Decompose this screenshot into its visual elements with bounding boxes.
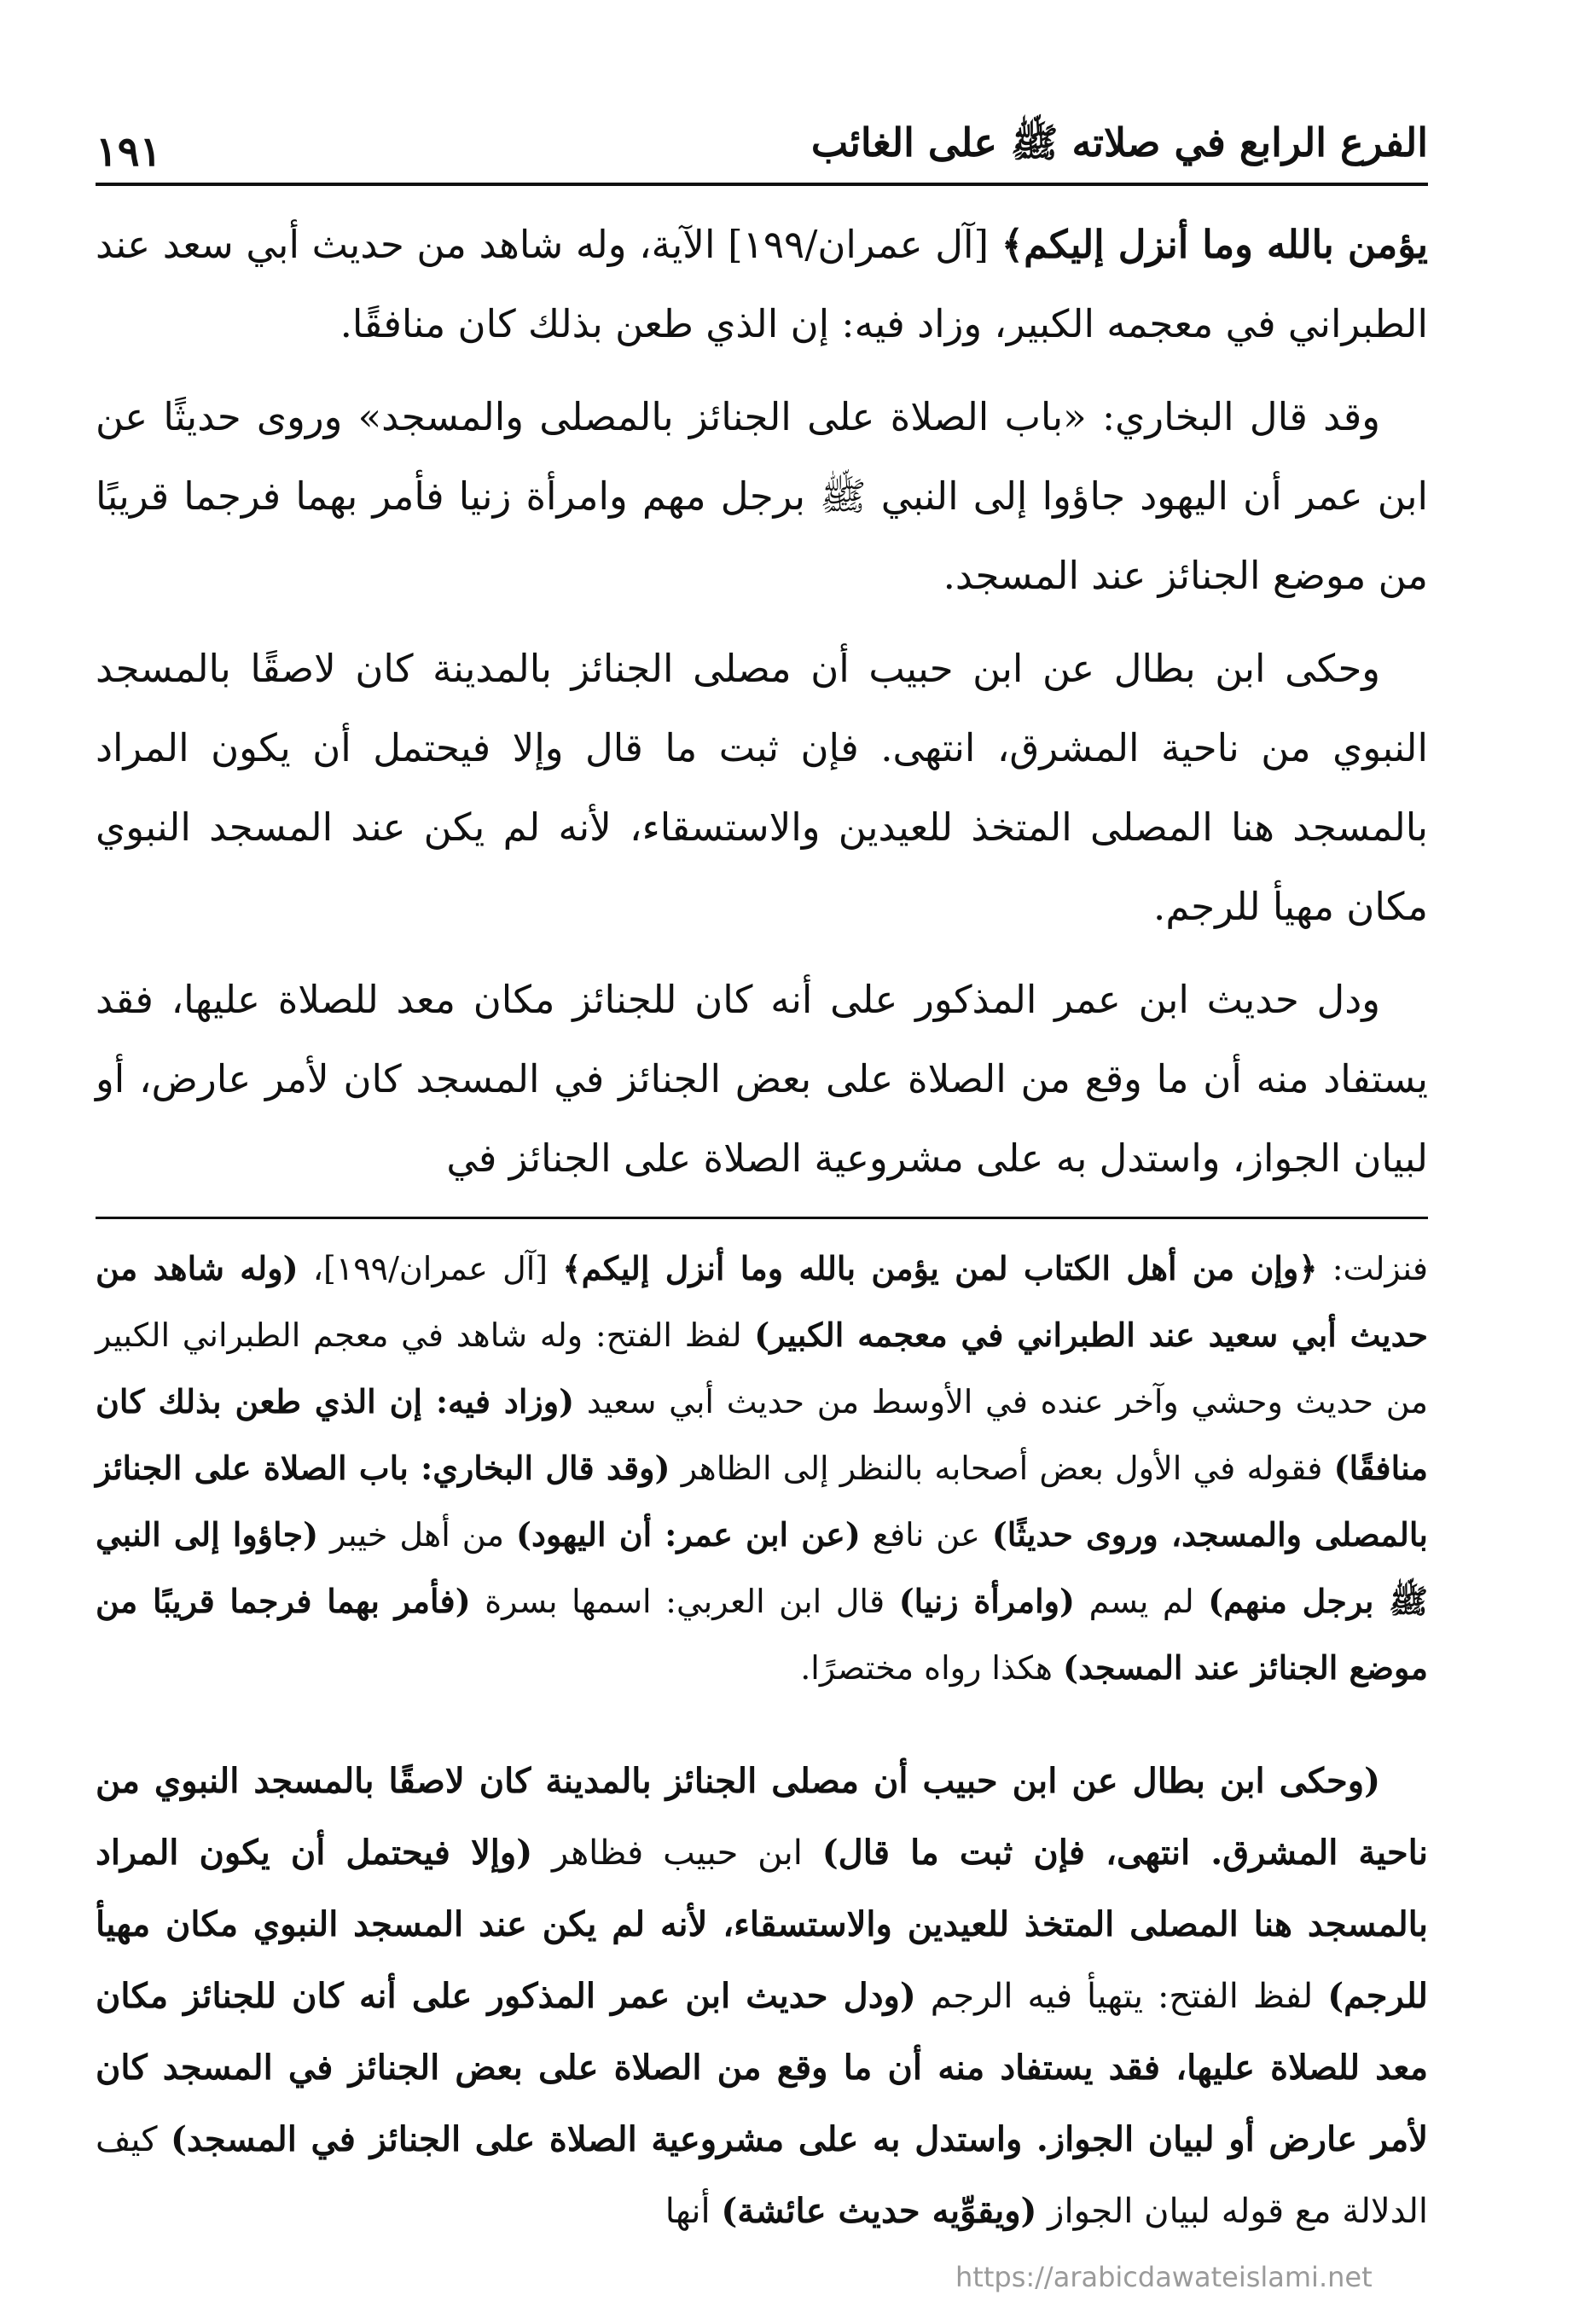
commentary-quote: (ويقوِّيه حديث عائشة) bbox=[721, 2191, 1037, 2231]
main-paragraph-4: ودل حديث ابن عمر المذكور على أنه كان للجنائز مكان معد للصلاة عليها، فقد يستفاد منه أن ما وقع من الصلاة على بعض الجنائز في المسجد كان لأمر عارض، أو لبيان الجواز، واستدل به على مشروعية الصلاة على الجنائز في bbox=[96, 977, 1428, 1181]
chapter-title: الفرع الرابع في صلاته ﷺ على الغائب bbox=[810, 119, 1428, 166]
footnote-text: قال ابن العربي: اسمها بسرة bbox=[470, 1583, 899, 1620]
footnote-quote: (وامرأة زنيا) bbox=[898, 1582, 1076, 1620]
footnote-text: فنزلت: bbox=[1317, 1250, 1429, 1287]
footnote-section bbox=[96, 1235, 1428, 1713]
footnote-text: فقوله في الأول بعض أصحابه بالنظر إلى الظاهر bbox=[670, 1450, 1334, 1487]
commentary-text: كيف الدلالة مع قوله لبيان الجواز bbox=[96, 2120, 1428, 2231]
commentary-text: أنها bbox=[665, 2192, 722, 2231]
footnote-quote: (جاؤوا إلى النبي ﷺ برجل منهم) bbox=[96, 1515, 1429, 1620]
watermark-url: https://arabicdawateislami.net bbox=[955, 2261, 1373, 2293]
main-paragraph-1-text: [آل عمران/١٩٩] الآية، وله شاهد من حديث أبي سعد عند الطبراني في معجمه الكبير، وزاد فيه: إن الذي طعن بذلك كان منافقًا. bbox=[96, 222, 1428, 346]
commentary-text: ابن حبيب فظاهر bbox=[532, 1833, 822, 1873]
main-paragraph-2: وقد قال البخاري: «باب الصلاة على الجنائز بالمصلى والمسجد» وروى حديثًا عن ابن عمر أن اليهود جاؤوا إلى النبي ﷺ برجل مهم وامرأة زنيا فأمر بهما فرجما قريبًا من موضع الجنائز عند المسجد. bbox=[96, 394, 1428, 598]
footnote-text: لفظ الفتح: وله شاهد في معجم الطبراني الكبير من حديث وحشي وآخر عنده في الأوسط من حديث أبي سعيد bbox=[96, 1316, 1428, 1421]
footnote-text: لم يسم bbox=[1075, 1583, 1209, 1620]
commentary-text: لفظ الفتح: يتهيأ فيه الرجم bbox=[915, 1977, 1328, 2016]
commentary-quote: (وإلا فيحتمل أن يكون المراد بالمسجد هنا المصلى المتخذ للعيدين والاستسقاء، لأنه لم يكن عند المسجد النبوي مكان مهيأ للرجم) bbox=[96, 1833, 1428, 2016]
footnote-quote: ﴿وإن من أهل الكتاب لمن يؤمن بالله وما أنزل إليكم﴾ bbox=[562, 1249, 1318, 1287]
footnote-text: [آل عمران/١٩٩]، bbox=[298, 1250, 563, 1287]
footnote-quote: (وزاد فيه: إن الذي طعن بذلك كان منافقًا) bbox=[96, 1382, 1429, 1487]
main-text bbox=[96, 205, 1428, 1211]
commentary-quote: (ودل حديث ابن عمر المذكور على أنه كان للجنائز مكان معد للصلاة عليها، فقد يستفاد منه أن ما وقع من الصلاة على بعض الجنائز في المسجد كان لأمر عارض أو لبيان الجواز. واستدل به على مشروعية الصلاة على الجنائز في المسجد) bbox=[96, 1976, 1429, 2159]
footnote-text: هكذا رواه مختصرًا. bbox=[800, 1649, 1064, 1687]
footnote-quote: (وله شاهد من حديث أبي سعيد عند الطبراني في معجمه الكبير) bbox=[96, 1249, 1429, 1354]
footnote-divider bbox=[96, 1217, 1428, 1219]
commentary-section bbox=[96, 1746, 1428, 2247]
footnote-text: من أهل خيبر bbox=[318, 1516, 516, 1554]
footnote-quote: (وقد قال البخاري: باب الصلاة على الجنائز بالمصلى والمسجد، وروى حديثًا) bbox=[96, 1449, 1428, 1554]
commentary-paragraph bbox=[96, 1746, 1428, 2247]
page-number: ١٩١ bbox=[96, 128, 162, 176]
footnote-text: عن نافع bbox=[860, 1516, 992, 1554]
footnote-paragraph bbox=[96, 1235, 1428, 1701]
commentary-quote: (وحكى ابن بطال عن ابن حبيب أن مصلى الجنائز بالمدينة كان لاصقًا بالمسجد النبوي من ناحية المشرق. انتهى، فإن ثبت ما قال) bbox=[96, 1761, 1428, 1873]
main-paragraph-3: وحكى ابن بطال عن ابن حبيب أن مصلى الجنائز بالمدينة كان لاصقًا بالمسجد النبوي من ناحية المشرق، انتهى. فإن ثبت ما قال وإلا فيحتمل أن يكون المراد بالمسجد هنا المصلى المتخذ للعيدين والاستسقاء، لأنه لم يكن عند المسجد النبوي مكان مهيأ للرجم. bbox=[96, 646, 1428, 929]
footnote-quote: (عن ابن عمر: أن اليهود) bbox=[515, 1515, 861, 1554]
footnote-quote: (فأمر بهما فرجما قريبًا من موضع الجنائز عند المسجد) bbox=[96, 1582, 1428, 1687]
quran-verse: يؤمن بالله وما أنزل إليكم﴾ bbox=[1001, 222, 1428, 267]
main-paragraph-1 bbox=[96, 205, 1428, 363]
running-header bbox=[96, 119, 1428, 186]
